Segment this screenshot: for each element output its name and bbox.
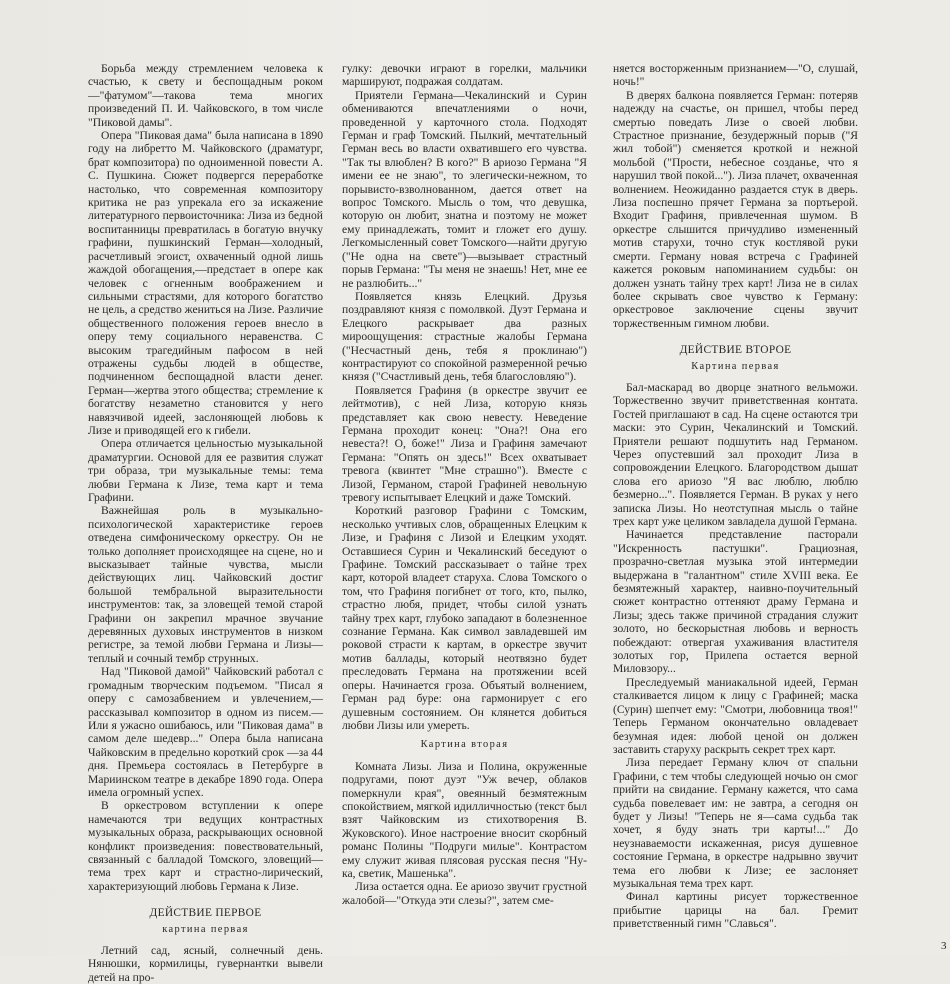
paragraph: Важнейшая роль в музыкально-психологической характеристике героев отведена симфоническому оркестру. Он не только дополняет происходящее на сцене, но и высказывает тайные чувства, мысли действующих лиц. Чайковский достиг большой тембральной выразительности инструментов: так, за зловещей темой старой Графини он закрепил мрачное звучание деревянных духовых инструментов в низком регистре, за темой любви Германа и Лизы—теплый и сочный тембр струнных. (88, 504, 323, 665)
column-2 (342, 62, 587, 942)
act-one-heading: ДЕЙСТВИЕ ПЕРВОЕ (149, 907, 262, 920)
paragraph: Бал-маскарад во дворце знатного вельможи. Торжественно звучит приветственная контата. Гостей приглашают в сад. На сцене остаются три маски: это Сурин, Чекалинский и Томский. Приятели решают подшутить над Германом. Через опустевший зал проходит Лиза в сопровождении Елецкого. Благородством дышат слова его ариозо "Я вас люблю, люблю безмерно...". Появляется Герман. В руках у него записка Лизы. Но неотступная мысль о тайне трех карт уже целиком завладела душой Германа. (613, 380, 858, 528)
paragraph: Опера "Пиковая дама" была написана в 1890 году на либретто М. Чайковского (драматург, брат композитора) по одноименной повести А. С. Пушкина. Сюжет подвергся переработке настолько, что современная композитору критика не раз упрекала его за искажение литературного первоисточника: Лиза из бедной воспитанницы превратилась в богатую внучку графини, пушкинский Герман—холодный, расчетливый эгоист, охваченный одной лишь жаждой обогащения,—предстает в опере как человек с огненным воображением и сильными страстями, для которого богатство не цель, а средство жениться на Лизе. Различие общественного положения героев внесло в оперу тему социального неравенства. С высоким трагедийным пафосом в ней отражены судьбы людей в обществе, подчиненном беспощадной власти денег. Герман—жертва этого общества; стремление к богатству незаметно становится у него навязчивой идеей, заслоняющей любовь к Лизе и приводящей его к гибели. (88, 129, 323, 437)
act-two-scene-one-subheading: Картина первая (691, 360, 780, 372)
paragraph: Лиза остается одна. Ее ариозо звучит грустной жалобой—"Откуда эти слезы?", затем сме- (342, 880, 587, 907)
scene-one-subheading: картина первая (162, 923, 249, 935)
act-two-heading: ДЕЙСТВИЕ ВТОРОЕ (679, 344, 792, 357)
page-number: 3 (941, 940, 947, 952)
paragraph: Появляется Графиня (в оркестре звучит ее лейтмотив), с ней Лиза, которую князь представляет как свою невесту. Неведение Германа проходит конец: "Она?! Она его невеста?! О, боже!" Лиза и Графиня замечают Германа: "Опять он здесь!" Всех охватывает тревога (квинтет "Мне страшно"). Вместе с Лизой, Германом, старой Графиней невольную тревогу испытывает Елецкий и даже Томский. (342, 383, 587, 504)
paragraph: Опера отличается цельностью музыкальной драматургии. Основой для ее развития служат три образа, три музыкальные темы: тема любви Германа к Лизе, тема карт и тема Графини. (88, 437, 323, 504)
paragraph: Над "Пиковой дамой" Чайковский работал с громадным творческим подъемом. "Писал я оперу с самозабвением и увлечением,—рассказывал композитор в одном из писем.—Или я ужасно ошибаюсь, или "Пиковая дама" в самом деле шедевр..." Опера была написана Чайковским в предельно короткий срок —за 44 дня. Премьера состоялась в Петербурге в Мариинском театре в декабре 1890 года. Опера имела огромный успех. (88, 665, 323, 799)
paragraph: В дверях балкона появляется Герман: потеряв надежду на счастье, он пришел, чтобы перед смертью поведать Лизе о своей любви. Страстное признание, безудержный порыв ("Я жил тобой") сменяется кроткой и нежной мольбой ("Прости, небесное созданье, что я нарушил твой покой..."). Лиза плачет, охваченная волнением. Неожиданно раздается стук в дверь. Лиза поспешно прячет Германа за портьерой. Входит Графиня, привлеченная шумом. В оркестре слышится причудливо измененный мотив старухи, точно стук костлявой руки смерти. Герману новая встреча с Графиней кажется роковым напоминанием судьбы: он должен узнать тайну трех карт! Лиза не в силах более скрывать свое чувство к Герману: оркестровое заключение сцены звучит торжественным гимном любви. (613, 88, 858, 330)
paragraph: Летний сад, ясный, солнечный день. Нянюшки, кормилицы, гувернантки вывели детей на про- (88, 944, 323, 984)
paragraph: Появляется князь Елецкий. Друзья поздравляют князя с помолвкой. Дуэт Германа и Елецкого раскрывает два разных мироощущения: страстные жалобы Германа ("Несчастный день, тебя я проклинаю") контрастируют со спокойной размеренной речью князя ("Счастливый день, тебя благословляю"). (342, 289, 587, 384)
paragraph: Короткий разговор Графини с Томским, несколько учтивых слов, обращенных Елецким к Лизе, и Графиня с Лизой и Елецким уходят. Оставшиеся Сурин и Чекалинский беседуют о Графине. Томский рассказывает о тайне трех карт, которой владеет старуха. Слова Томского о том, что Графиня погибнет от того, кто, пылко, страстно любя, придет, чтобы силой узнать тайну трех карт, глубоко западают в болезненное сознание Германа. Как символ завладевшей им роковой страсти к картам, в оркестре звучит мотив баллады, который неотвязно будет преследовать Германа на протяжении всей оперы. Начинается гроза. Объятый волнением, Герман рад буре: она гармонирует с его душевным состоянием. Он клянется добиться любви Лизы или умереть. (342, 504, 587, 732)
paragraph: Комната Лизы. Лиза и Полина, окруженные подругами, поют дуэт "Уж вечер, облаков померкнули края", овеянный безмятежным спокойствием, мягкой идилличностью (текст был взят Чайковским из стихотворения В. Жуковского). Иное настроение вносит скорбный романс Полины "Подруги милые". Контрастом ему служит живая плясовая русская песня "Ну-ка, светик, Машенька". (342, 759, 587, 880)
paragraph: гулку: девочки играют в горелки, мальчики маршируют, подражая солдатам. (342, 62, 587, 89)
paragraph: Лиза передает Герману ключ от спальни Графини, с тем чтобы следующей ночью он смог прийти на свидание. Герману кажется, что сама судьба повелевает им: не завтра, а сегодня он будет у Лизы! "Теперь не я—сама судьба так хочет, я буду знать три карты!..." До неузнаваемости искаженная, рисуя душевное состояние Германа, в оркестре надрывно звучит тема его любви к Лизе; ее заслоняет музыкальная тема трех карт. (613, 756, 858, 890)
column-3 (613, 62, 858, 942)
paragraph: няется восторженным признанием—"О, слушай, ночь!" (613, 62, 858, 89)
column-1 (88, 62, 323, 984)
paragraph: Борьба между стремлением человека к счастью, к свету и беспощадным роком—"фатумом"—такова тема многих произведений П. И. Чайковского, в том числе "Пиковой дамы". (88, 62, 323, 129)
paragraph: В оркестровом вступлении к опере намечаются три ведущих контрастных музыкальных образа, раскрывающих основной конфликт произведения: повествовательный, связанный с балладой Томского, зловещий—тема трех карт и страстно-лирический, характеризующий любовь Германа к Лизе. (88, 799, 323, 893)
paragraph: Финал картины рисует торжественное прибытие царицы на бал. Гремит приветственный гимн "Славься". (613, 890, 858, 931)
paragraph: Начинается представление пасторали "Искренность пастушки". Грациозная, прозрачно-светлая музыка этой интермедии выдержана в "галантном" стиле XVIII века. Ее безмятежный характер, наивно-поучительный сюжет контрастно оттеняют драму Германа и Лизы; здесь также причиной страдания служит золото, но бескорыстная любовь и верность побеждают: отвергая ухаживания властителя золотых гор, Прилепа остается верной Миловзору... (613, 528, 858, 676)
scene-two-subheading: Картина вторая (420, 739, 509, 751)
paragraph: Преследуемый маниакальной идеей, Герман сталкивается лицом к лицу с Графиней; маска (Сурин) шепчет ему: "Смотри, любовница твоя!" Теперь Германом окончательно овладевает безумная идея: любой ценой он должен заставить старуху раскрыть секрет трех карт. (613, 675, 858, 756)
paragraph: Приятели Германа—Чекалинский и Сурин обмениваются впечатлениями о ночи, проведенной у карточного стола. Подходят Герман и граф Томский. Пылкий, мечтательный Герман весь во власти охватившего его чувства. "Так ты влюблен? В кого?" В ариозо Германа "Я имени ее не знаю", то элегически-нежном, то порывисто-взволнованном, дается ответ на вопрос Томского. Мысль о том, что девушка, которую он любит, знатна и поэтому не может ему принадлежать, томит и гложет его душу. Легкомысленный совет Томского—найти другую ("Не одна на свете")—вызывает страстный порыв Германа: "Ты меня не знаешь! Нет, мне ее не разлюбить..." (342, 88, 587, 290)
